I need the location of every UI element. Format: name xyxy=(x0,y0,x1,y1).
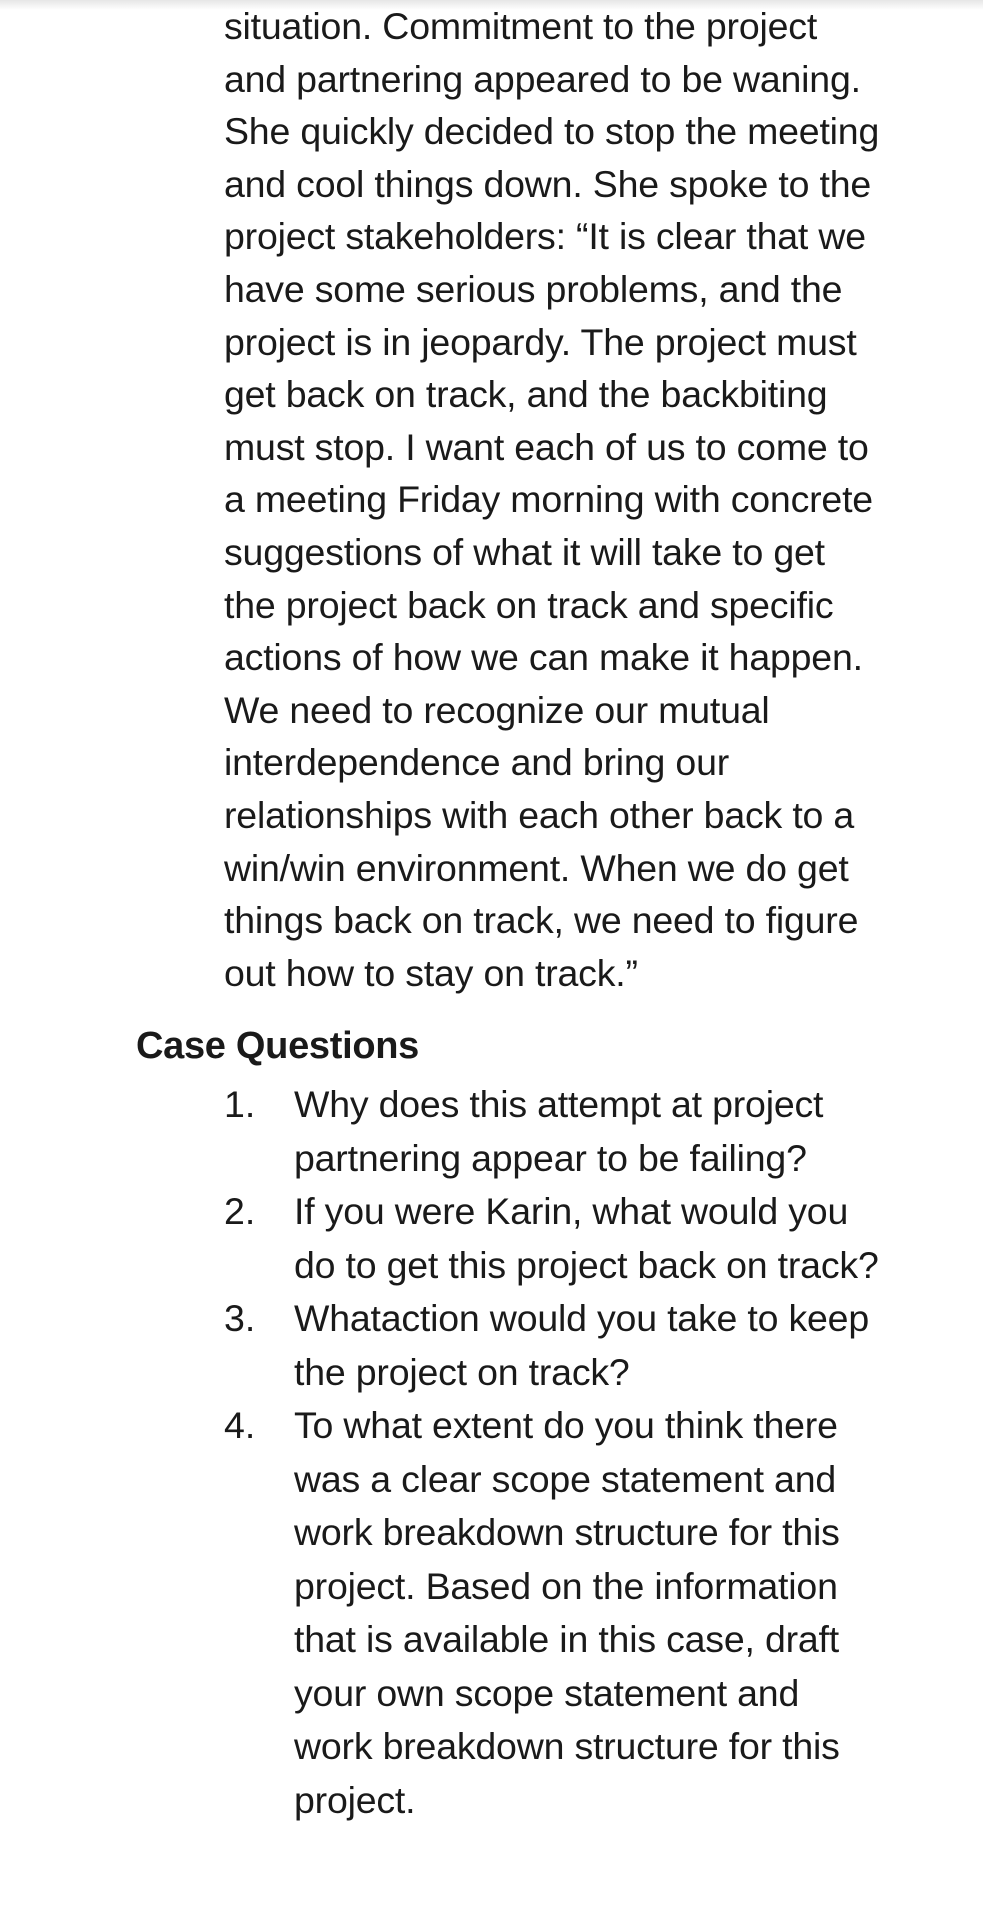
paragraph-line: the project back on track and specific xyxy=(224,583,834,626)
paragraph-line: a meeting Friday morning with concrete xyxy=(224,478,873,521)
paragraph-line: and cool things down. She spoke to the xyxy=(224,162,872,205)
question-number: 4. xyxy=(224,1404,256,1446)
question-item-2 xyxy=(224,1185,969,1292)
question-line: work breakdown structure for this xyxy=(294,1511,840,1553)
paragraph-line: must stop. I want each of us to come to xyxy=(224,425,869,468)
paragraph-line: actions of how we can make it happen. xyxy=(224,636,863,679)
paragraph-line: out how to stay on track.” xyxy=(224,951,638,994)
body-paragraph xyxy=(224,0,964,999)
section-heading: Case Questions xyxy=(136,1025,420,1067)
question-line: partnering appear to be failing? xyxy=(294,1136,807,1179)
question-line: your own scope statement and xyxy=(294,1671,800,1714)
question-line: work breakdown structure for this xyxy=(294,1725,840,1767)
question-line: project. xyxy=(294,1778,416,1821)
paragraph-line: things back on track, we need to figure xyxy=(224,899,859,942)
question-number: 1. xyxy=(224,1083,256,1125)
question-line: To what extent do you think there xyxy=(294,1404,838,1446)
paragraph-line: win/win environment. When we do get xyxy=(224,846,849,889)
question-line: that is available in this case, draft xyxy=(294,1618,839,1660)
paragraph-line: relationships with each other back to a xyxy=(224,793,855,836)
question-item-3 xyxy=(224,1292,969,1399)
question-line: was a clear scope statement and xyxy=(294,1457,837,1500)
question-line: do to get this project back on track? xyxy=(294,1243,879,1286)
question-line: the project on track? xyxy=(294,1350,630,1393)
paragraph-line: We need to recognize our mutual xyxy=(224,688,770,731)
question-line: project. Based on the information xyxy=(294,1564,838,1607)
paragraph-line: interdependence and bring our xyxy=(224,741,730,784)
paragraph-line: and partnering appeared to be waning. xyxy=(224,57,861,100)
question-number: 3. xyxy=(224,1297,256,1339)
paragraph-line: get back on track, and the backbiting xyxy=(224,373,828,416)
question-number: 2. xyxy=(224,1190,256,1232)
paragraph-line: project stakeholders: “It is clear that we xyxy=(224,215,866,258)
question-line: Whataction would you take to keep xyxy=(294,1297,869,1339)
paragraph-line: project is in jeopardy. The project must xyxy=(224,320,857,363)
question-item-1 xyxy=(224,1078,969,1185)
question-line: Why does this attempt at project xyxy=(294,1083,824,1125)
question-list xyxy=(224,1078,969,1827)
paragraph-line: have some serious problems, and the xyxy=(224,267,843,310)
question-line: If you were Karin, what would you xyxy=(294,1190,849,1232)
paragraph-line: suggestions of what it will take to get xyxy=(224,530,825,573)
paragraph-line: situation. Commitment to the project xyxy=(224,5,818,47)
paragraph-line: She quickly decided to stop the meeting xyxy=(224,110,880,153)
question-item-4 xyxy=(224,1399,969,1827)
